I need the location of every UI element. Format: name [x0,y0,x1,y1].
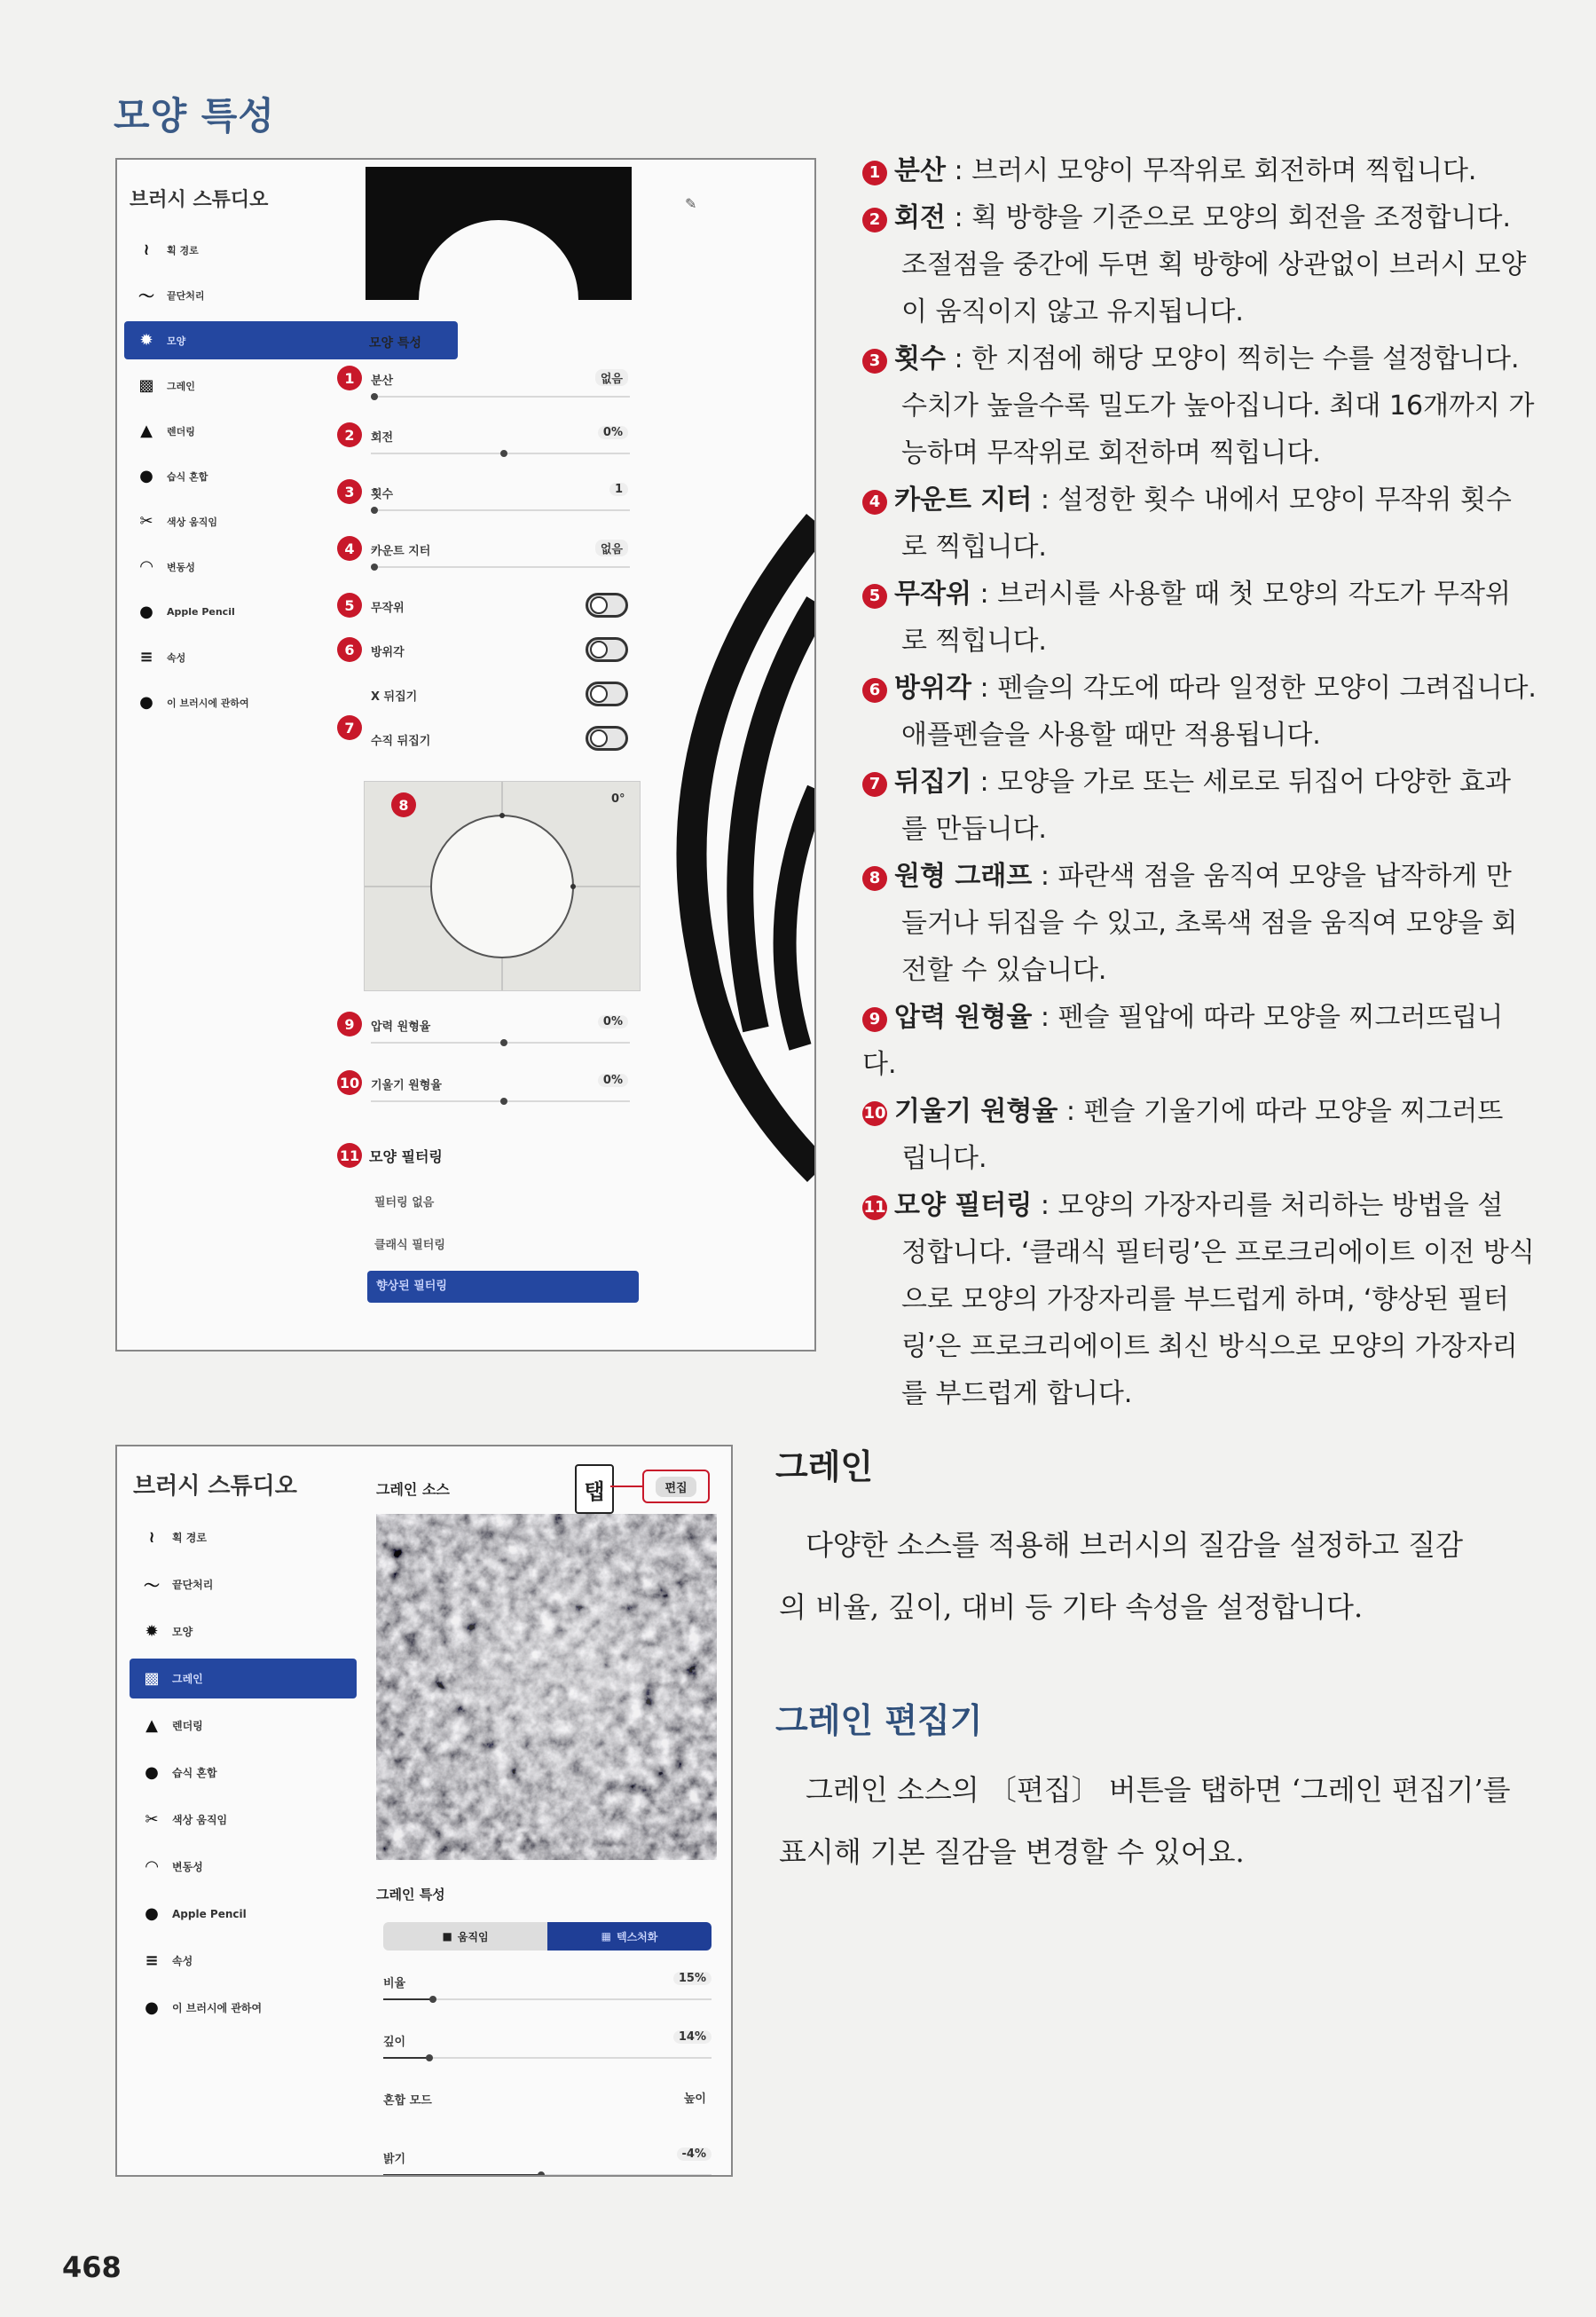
grain-prop-value: 15% [673,1972,712,1985]
sidebar-item-label: 색상 움직임 [167,516,217,528]
definition-number: 5 [862,584,887,609]
toggle-label: X 뒤집기 [371,690,418,704]
setting-value: 0% [598,426,628,439]
dynamics-icon: ◠ [140,557,153,576]
definition-item [862,571,1537,665]
info-icon: ● [139,693,153,712]
grain-prop-row[interactable] [383,2029,712,2087]
definition-number: 2 [862,208,887,232]
definition-continuation: 로 찍힙니다. [901,532,1047,563]
seg-texture-label: 텍스처화 [616,1930,658,1943]
definition-text: : 펜슬의 각도에 따라 일정한 모양이 그려집니다. [971,673,1537,704]
definition-item [862,477,1537,571]
grain-screenshot [115,1445,733,2177]
grain-prop-value: -4% [677,2148,712,2161]
sidebar-item-label: 이 브러시에 관하여 [172,2002,263,2014]
sidebar-item-label: 습식 혼합 [167,470,208,483]
shape-icon: ✹ [145,1622,159,1641]
sidebar-title-2: 브러시 스튜디오 [133,1473,297,1500]
filter-classic-option[interactable]: 클래식 필터링 [374,1239,445,1252]
setting-value: 없음 [595,540,628,556]
definition-term: 횟수 [894,343,946,374]
definition-continuation: 수치가 높을수록 밀도가 높아집니다. 최대 16개까지 가 [901,390,1535,422]
slider-knob[interactable] [429,1996,436,2003]
definition-continuation: 애플펜슬을 사용할 때만 적용됩니다. [901,720,1321,751]
grain-heading: 그레인 [775,1447,874,1486]
sidebar-item-label: 렌더링 [167,425,195,437]
definition-term: 무작위 [894,579,971,610]
grain-texture-preview [376,1514,717,1860]
slider-knob[interactable] [500,450,507,457]
badge-5: 5 [337,593,362,618]
definition-number: 6 [862,678,887,703]
sidebar-item-label: 모양 [167,335,186,347]
definition-text: : 파란색 점을 움직여 모양을 납작하게 만 [1032,861,1512,892]
grain-prop-value: 높이 [683,2092,706,2106]
setting-value: 1 [609,483,628,496]
grain-paragraph-line: 의 비율, 깊이, 대비 등 기타 속성을 설정합니다. [779,1590,1364,1624]
sidebar-item[interactable] [130,1847,357,1887]
sidebar-item-label: 모양 [172,1626,193,1638]
filter-enhanced-option[interactable]: 향상된 필터링 [367,1271,639,1303]
definition-continuation: 립니다. [901,1143,987,1174]
definition-number: 3 [862,349,887,374]
slider-knob[interactable] [371,563,378,571]
slider-track[interactable] [371,566,630,568]
sidebar-item-label: 변동성 [172,1861,203,1873]
sidebar-item[interactable] [130,1941,357,1981]
badge-2: 2 [337,422,362,447]
definition-item [862,1182,1537,1417]
sidebar-item-label: 그레인 [172,1673,203,1685]
toggle-row [337,719,639,770]
definition-line [862,194,1537,241]
sidebar-item-label: 끝단처리 [172,1579,214,1591]
definition-number: 8 [862,866,887,891]
definition-number: 1 [862,161,887,185]
slider-knob[interactable] [538,2171,545,2177]
filter-none-option[interactable]: 필터링 없음 [374,1196,435,1210]
setting-value: 없음 [595,369,628,386]
stroke-path-icon: ≀ [143,240,150,259]
definition-number: 7 [862,772,887,797]
toggle-switch[interactable] [586,593,628,618]
sidebar-item[interactable] [130,1659,357,1698]
setting-label: 기울기 원형율 [371,1079,442,1092]
definition-continuation: 들거나 뒤집을 수 있고, 초록색 점을 움직여 모양을 회 [901,908,1518,939]
edit-icon[interactable]: ✎ [685,195,697,212]
definition-line [862,994,1537,1088]
apple-pencil-icon: ● [139,603,153,621]
slider-knob[interactable] [500,1039,507,1046]
grain-editor-heading: 그레인 편집기 [775,1701,983,1740]
definition-continuation: 능하며 무작위로 회전하며 찍힙니다. [901,437,1321,469]
tap-callout: 탭 [575,1464,614,1514]
definition-continuation: 조절점을 중간에 두면 획 방향에 상관없이 브러시 모양 [901,249,1527,280]
grain-prop-label: 혼합 모드 [383,2094,432,2108]
wet-mix-icon: ● [139,467,153,485]
grain-prop-row[interactable] [383,2087,712,2146]
badge-7: 7 [337,715,362,740]
definition-text: : 설정한 횟수 내에서 모양이 무작위 횟수 [1032,485,1512,516]
definition-continuation: 를 만듭니다. [901,814,1047,845]
definition-text: : 브러시를 사용할 때 첫 모양의 각도가 무작위 [971,579,1511,610]
setting-row[interactable] [337,536,639,593]
setting-value: 0% [598,1015,628,1028]
definition-line [862,335,1537,382]
definition-line [862,665,1537,712]
definition-term: 모양 필터링 [894,1190,1033,1221]
sidebar-menu-2 [130,1517,357,2035]
definition-number: 10 [862,1101,887,1126]
toggle-label: 무작위 [371,602,405,615]
graph-angle-value: 0° [611,792,625,806]
definition-line [862,853,1537,900]
definition-continuation: 이 움직이지 않고 유지됩니다. [901,296,1244,327]
definition-item [862,759,1537,853]
seg-moving[interactable] [383,1922,547,1951]
definition-number: 11 [862,1195,887,1220]
setting-row[interactable] [337,1012,639,1070]
definition-line [862,477,1537,524]
grain-prop-row[interactable] [383,2146,712,2177]
sidebar-item-label: 렌더링 [172,1720,203,1732]
definition-line [862,1182,1537,1229]
sidebar-item-label: 그레인 [167,380,195,392]
definition-term: 회전 [894,202,946,233]
info-icon: ● [145,1998,159,2017]
sidebar-title: 브러시 스튜디오 [130,189,269,211]
dynamics-icon: ◠ [145,1857,158,1876]
edit-button[interactable]: 편집 [656,1477,696,1497]
definition-item [862,853,1537,994]
taper-icon: 〜 [144,1576,160,1596]
toggle-label: 방위각 [371,646,405,659]
definition-number: 9 [862,1007,887,1032]
toggle-row [337,682,639,726]
filter-header [337,1143,443,1168]
shape-properties-screenshot [115,158,816,1352]
rendering-icon: ▲ [145,1716,158,1735]
slider-track[interactable] [371,509,630,511]
apple-pencil-icon: ● [145,1904,159,1923]
setting-row[interactable] [337,1070,639,1129]
badge-3: 3 [337,479,362,504]
taper-icon: 〜 [138,287,154,306]
definition-item [862,994,1537,1088]
sidebar-item-label: 습식 혼합 [172,1767,217,1779]
setting-label: 횟수 [371,488,394,501]
definition-continuation: 전할 수 있습니다. [901,955,1107,986]
definition-term: 분산 [894,155,946,186]
sidebar-item[interactable] [130,1564,357,1604]
definition-number: 4 [862,490,887,515]
shape-circle-graph[interactable] [364,781,641,991]
sidebar-item-label: 끝단처리 [167,289,205,302]
grain-editor-paragraph-line: 그레인 소스의 〔편집〕 버튼을 탭하면 ‘그레인 편집기’를 [806,1773,1511,1807]
grain-paragraph-line: 다양한 소스를 적용해 브러시의 질감을 설정하고 질감 [806,1528,1464,1562]
definition-term: 압력 원형율 [894,1002,1033,1033]
definition-term: 카운트 지터 [894,485,1033,516]
grain-prop-label: 깊이 [383,2036,406,2049]
texture-icon: ▦ [601,1930,611,1943]
section-title: 모양 특성 [369,336,421,351]
setting-value: 0% [598,1074,628,1087]
grain-icon: ▩ [144,1669,160,1688]
stroke-path-icon: ≀ [148,1528,155,1547]
definition-line [862,759,1537,806]
definitions-list [862,147,1537,1417]
definition-text: : 획 방향을 기준으로 모양의 회전을 조정합니다. [945,202,1511,233]
badge-9: 9 [337,1012,362,1036]
definition-item [862,665,1537,759]
color-dynamics-icon: ✂ [139,512,153,531]
callout-line [610,1486,642,1487]
definition-continuation: 로 찍힙니다. [901,626,1047,657]
setting-row[interactable] [337,479,639,536]
slider-fill [383,2057,429,2059]
badge-10: 10 [337,1070,362,1095]
color-dynamics-icon: ✂ [145,1810,159,1829]
definition-line [862,571,1537,618]
setting-label: 카운트 지터 [371,545,431,558]
definition-term: 원형 그래프 [894,861,1033,892]
definition-continuation: 으로 모양의 가장자리를 부드럽게 하며, ‘향상된 필터 [901,1284,1509,1315]
setting-row[interactable] [337,366,639,422]
definition-item [862,335,1537,477]
moving-icon: ■ [442,1930,452,1943]
sidebar-item-label: 색상 움직임 [172,1814,228,1826]
grain-paragraph [779,1514,1542,1638]
definition-term: 기울기 원형율 [894,1096,1058,1127]
slider-fill [383,1998,433,2000]
sidebar-item[interactable] [130,1988,357,2028]
definition-continuation: 정합니다. ‘클래식 필터링’은 프로크리에이트 이전 방식 [901,1237,1535,1268]
edit-button-highlight [642,1470,710,1503]
slider-knob[interactable] [426,2054,433,2061]
sidebar-item[interactable] [130,1517,357,1557]
shape-preview [357,167,641,309]
badge-6: 6 [337,637,362,662]
definition-text: : 브러시 모양이 무작위로 회전하며 찍힙니다. [945,155,1477,186]
definition-line [862,147,1537,194]
definition-text: : 펜슬 기울기에 따라 모양을 찌그러뜨 [1057,1096,1504,1127]
definition-text: : 모양의 가장자리를 처리하는 방법을 설 [1032,1190,1504,1221]
badge-4: 4 [337,536,362,561]
sidebar-item-label: 속성 [172,1955,193,1967]
setting-label: 회전 [371,431,394,445]
slider-knob[interactable] [371,393,378,400]
definition-item [862,1088,1537,1182]
definition-item [862,194,1537,335]
properties-icon: ≡ [145,1951,159,1970]
sidebar-item-label: 변동성 [167,561,195,573]
shape-icon: ✹ [139,331,153,350]
wet-mix-icon: ● [145,1763,159,1782]
grain-props-title: 그레인 특성 [376,1887,445,1903]
grain-editor-paragraph-line: 표시해 기본 질감을 변경할 수 있어요. [779,1835,1245,1869]
definition-line [862,1088,1537,1135]
sidebar-item[interactable] [130,1753,357,1793]
toggle-row [337,637,639,682]
sidebar-item[interactable] [130,1612,357,1651]
badge-11: 11 [337,1143,362,1168]
seg-moving-label: 움직임 [457,1930,489,1943]
grain-prop-label: 밝기 [383,2153,406,2166]
properties-icon: ≡ [139,648,153,666]
sidebar-item-label: 이 브러시에 관하여 [167,697,249,709]
slider-track[interactable] [371,396,630,398]
sidebar-item[interactable] [130,1894,357,1934]
seg-texture[interactable] [547,1922,712,1951]
grain-source-title: 그레인 소스 [376,1481,450,1498]
toggle-label: 수직 뒤집기 [371,735,431,748]
toggle-switch[interactable] [586,726,628,751]
definition-continuation: 를 부드럽게 합니다. [901,1378,1133,1409]
badge-8: 8 [391,792,416,817]
setting-label: 압력 원형율 [371,1021,431,1034]
slider-fill [383,2174,541,2176]
sidebar-item-label: Apple Pencil [167,606,235,618]
definition-text: : 펜슬 필압에 따라 모양을 찌그러뜨립니다. [862,1002,1504,1080]
sidebar-item[interactable] [130,1800,357,1840]
page-title: 모양 특성 [114,94,275,138]
toggle-row [337,593,639,637]
sidebar-item-label: 획 경로 [172,1532,207,1544]
grain-prop-value: 14% [673,2030,712,2044]
definition-text: : 한 지점에 해당 모양이 찍히는 수를 설정합니다. [945,343,1520,374]
definition-text: : 모양을 가로 또는 세로로 뒤집어 다양한 효과 [971,767,1511,798]
grain-editor-paragraph [779,1759,1542,1883]
rendering-icon: ▲ [140,422,153,440]
badge-1: 1 [337,366,362,390]
sidebar-item-label: 획 경로 [167,244,199,256]
setting-row[interactable] [337,422,639,479]
slider-knob[interactable] [500,1098,507,1105]
page-number: 468 [62,2250,122,2284]
grain-prop-label: 비율 [383,1977,406,1990]
definition-continuation: 링’은 프로크리에이트 최신 방식으로 모양의 가장자리 [901,1331,1518,1362]
grain-icon: ▩ [138,376,154,395]
grain-mode-segmented [383,1922,712,1951]
sidebar-item-label: 속성 [167,651,186,664]
setting-label: 분산 [371,374,394,388]
sidebar-item[interactable] [130,1706,357,1746]
definition-term: 뒤집기 [894,767,971,798]
sidebar-item-label: Apple Pencil [172,1907,247,1920]
grain-prop-row[interactable] [383,1970,712,2029]
stroke-preview [649,497,816,1225]
slider-knob[interactable] [371,507,378,514]
definition-item [862,147,1537,194]
definition-term: 방위각 [894,673,971,704]
toggle-switch[interactable] [586,682,628,706]
filter-title: 모양 필터링 [369,1147,443,1165]
toggle-switch[interactable] [586,637,628,662]
